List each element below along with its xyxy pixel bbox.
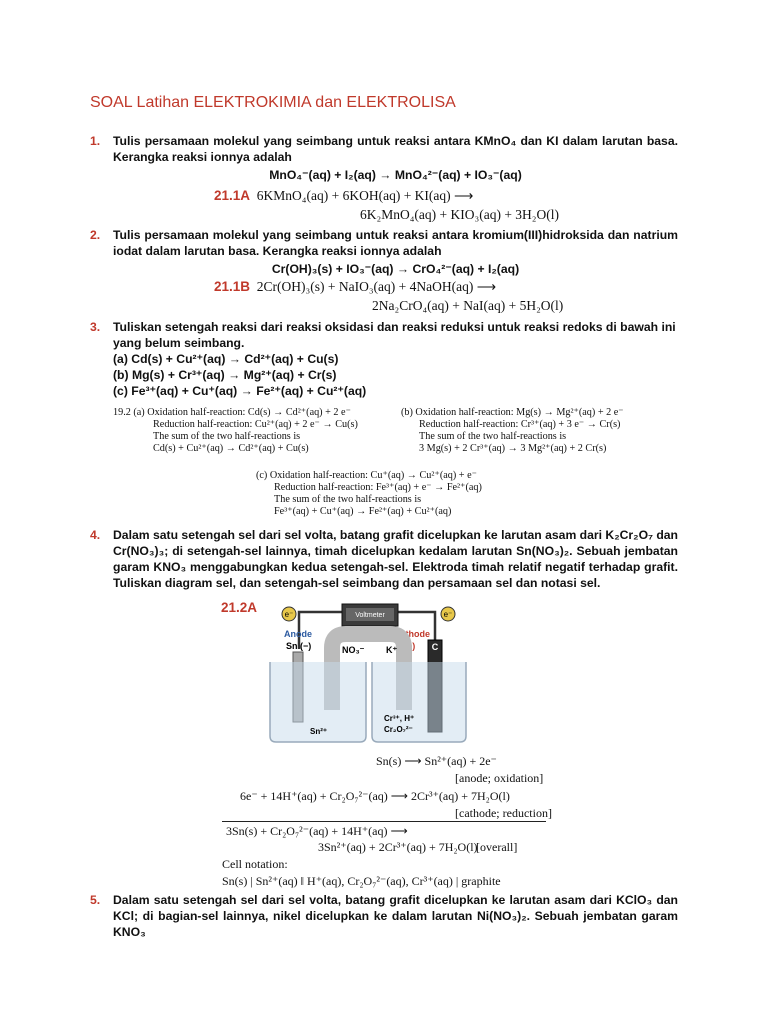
cathode-label: Cathode: [394, 629, 430, 639]
electron-right-label: e⁻: [443, 610, 453, 619]
cathode-equation: 6e⁻ + 14H⁺(aq) + Cr₂O₇²⁻(aq) ⟶ 2Cr³⁺(aq) + 7H₂O(l): [240, 789, 510, 803]
voltmeter-label: Voltmeter: [355, 612, 385, 619]
cathode-note: [cathode; reduction]: [455, 806, 552, 820]
answer-line: [214, 188, 473, 204]
question-3: [90, 319, 678, 399]
solution-line: The sum of the two half-reactions is: [274, 494, 422, 505]
solution-line: 19.2 (a) Oxidation half-reaction: Cd(s) → Cd²⁺(aq) + 2 e⁻: [113, 407, 351, 418]
answer-equation-cont: 2Na₂CrO₄(aq) + NaI(aq) + 5H₂O(l): [372, 298, 564, 313]
solution-line: Reduction half-reaction: Fe³⁺(aq) + e⁻ → Fe²⁺(aq): [274, 482, 482, 493]
overall-equation: 3Sn(s) + Cr₂O₇²⁻(aq) + 14H⁺(aq) ⟶: [226, 824, 408, 838]
sum-divider: [222, 821, 546, 822]
anode-note: [anode; oxidation]: [455, 771, 544, 785]
solution-line: (c) Oxidation half-reaction: Cu⁺(aq) → Cu²⁺(aq) + e⁻: [256, 470, 477, 481]
voltaic-cell-diagram: [262, 600, 474, 746]
answer-label: 21.1B: [214, 279, 251, 294]
reaction-item: (b) Mg(s) + Cr³⁺(aq) → Mg²⁺(aq) + Cr(s): [113, 368, 337, 382]
solution-c: [256, 470, 482, 518]
solution-line: Reduction half-reaction: Cr³⁺(aq) + 3 e⁻ → Cr(s): [419, 419, 621, 430]
ionic-skeleton: Cr(OH)₃(s) + IO₃⁻(aq) → CrO₄²⁻(aq) + I₂(aq): [271, 262, 520, 276]
figure-label: 21.2A: [221, 600, 258, 615]
question-number: 5.: [90, 893, 101, 907]
overall-note: [overall]: [476, 840, 518, 854]
tin-ion-label: Sn²⁺: [310, 727, 328, 736]
reaction-item: (c) Fe³⁺(aq) + Cu⁺(aq) → Fe²⁺(aq) + Cu²⁺(aq): [113, 384, 367, 398]
anode-equation: Sn(s) ⟶ Sn²⁺(aq) + 2e⁻: [376, 754, 497, 768]
plus-label: (+): [404, 641, 416, 651]
ionic-skeleton: MnO₄⁻(aq) + I₂(aq) → MnO₄²⁻(aq) + IO₃⁻(aq): [269, 168, 522, 182]
solution-line: Reduction half-reaction: Cu²⁺(aq) + 2 e⁻ → Cu(s): [153, 419, 358, 430]
question-text: Tulis persamaan molekul yang seimbang untuk reaksi antara kromium(III)hidroksida dan natrium iodat dalam larutan basa. Kerangka reaksi ionnya adalah: [113, 228, 678, 258]
answer-equation-cont: 6K₂MnO₄(aq) + KIO₃(aq) + 3H₂O(l): [360, 207, 560, 222]
solution-line: Fe³⁺(aq) + Cu⁺(aq) → Fe²⁺(aq) + Cu²⁺(aq): [274, 506, 452, 517]
question-1: [90, 133, 678, 165]
nitrate-label: NO₃⁻: [342, 645, 365, 655]
question-2: [90, 227, 678, 259]
solution-line: The sum of the two half-reactions is: [153, 431, 301, 442]
reaction-list: [113, 351, 678, 399]
chromium-ion-label: Cr³⁺, H⁺: [384, 714, 415, 723]
question-5: [90, 892, 678, 940]
solution-line: 3 Mg(s) + 2 Cr³⁺(aq) → 3 Mg²⁺(aq) + 2 Cr(s): [419, 443, 607, 454]
question-number: 3.: [90, 320, 101, 334]
dichromate-label: Cr₂O₇²⁻: [384, 725, 413, 734]
solution-line: The sum of the two half-reactions is: [419, 431, 567, 442]
sn-label: Sn (−): [286, 641, 312, 651]
overall-equation-cont: 3Sn²⁺(aq) + 2Cr³⁺(aq) + 7H₂O(l): [318, 840, 478, 854]
c-label: C: [431, 642, 439, 652]
answer-line: [214, 279, 496, 295]
question-4: [90, 527, 678, 591]
solution-line: (b) Oxidation half-reaction: Mg(s) → Mg²⁺(aq) + 2 e⁻: [401, 407, 624, 418]
answer-equation: 2Cr(OH)₃(s) + NaIO₃(aq) + 4NaOH(aq) ⟶: [256, 279, 497, 294]
answer-label: 21.1A: [214, 188, 251, 203]
cell-notation: Sn(s) | Sn²⁺(aq) ‖ H⁺(aq), Cr₂O₇²⁻(aq), Cr³⁺(aq) | graphite: [222, 874, 501, 888]
solution-a: [113, 407, 358, 455]
question-text: Dalam satu setengah sel dari sel volta, batang grafit dicelupkan ke larutan asam dari K₂Cr₂O₇ dan Cr(NO₃)₃; di setengah-sel lainnya, timah dicelupkan kedalam larutan Sn(NO₃)₂. Sebuah jembatan garam KNO₃ menggabungkan kedua setengah-sel. Elektroda timah relatif negatif terhadap grafit. Tuliskan diagram sel, dan setengah-sel seimbang dan persamaan sel dan notasi sel.: [113, 528, 678, 590]
solution-line: Cd(s) + Cu²⁺(aq) → Cd²⁺(aq) + Cu(s): [153, 443, 309, 454]
question-text: Tuliskan setengah reaksi dari reaksi oksidasi dan reaksi reduksi untuk reaksi redoks di bawah ini yang belum seimbang.: [113, 320, 676, 350]
question-text: Dalam satu setengah sel dari sel volta, batang grafit dicelupkan ke larutan asam dari KClO₃ dan KCl; di bagian-sel lainnya, nikel dicelupkan ke dalam larutan Ni(NO₃)₂. Sebuah jembatan garam KNO₃: [113, 893, 678, 939]
anode-label: Anode: [284, 629, 312, 639]
question-text: Tulis persamaan molekul yang seimbang untuk reaksi antara KMnO₄ dan KI dalam larutan basa. Kerangka reaksi ionnya adalah: [113, 134, 678, 164]
answer-equation: 6KMnO₄(aq) + 6KOH(aq) + KI(aq) ⟶: [256, 188, 474, 203]
page-title: SOAL Latihan ELEKTROKIMIA dan ELEKTROLISA: [90, 94, 456, 111]
reaction-item: (a) Cd(s) + Cu²⁺(aq) → Cd²⁺(aq) + Cu(s): [113, 352, 339, 366]
question-number: 2.: [90, 228, 101, 242]
solution-b: [401, 407, 624, 455]
question-number: 4.: [90, 528, 101, 542]
cell-notation-label: Cell notation:: [222, 857, 288, 871]
potassium-label: K⁺: [386, 645, 398, 655]
electron-left-label: e⁻: [284, 610, 294, 619]
question-number: 1.: [90, 134, 101, 148]
